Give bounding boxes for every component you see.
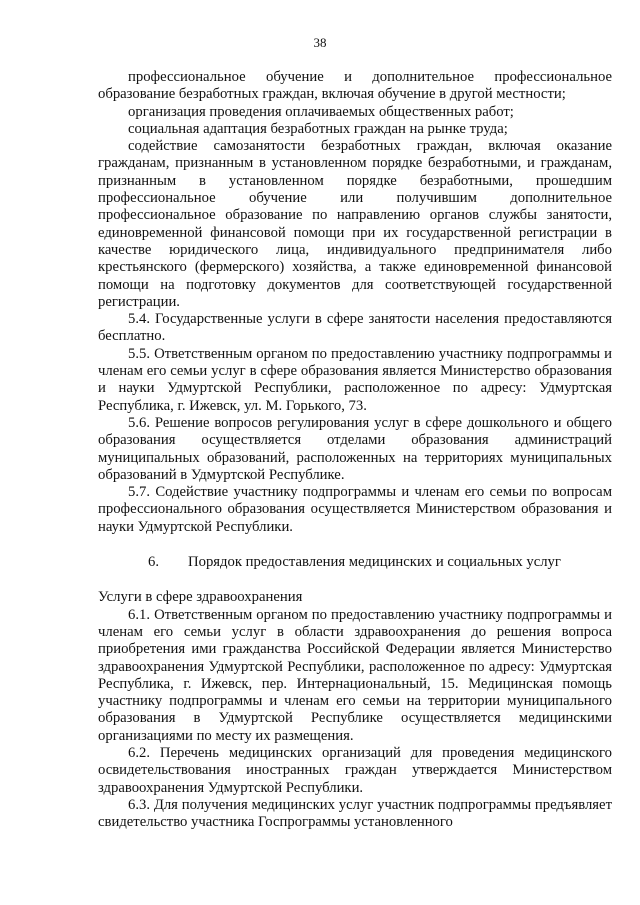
- section-gap: [98, 536, 612, 554]
- section-heading: [98, 554, 612, 571]
- section-title: Порядок предоставления медицинских и социальных услуг: [188, 554, 561, 571]
- section-number: 6.: [148, 554, 160, 571]
- paragraph-6-2: 6.2. Перечень медицинских организаций для проведения медицинского освидетельствования иностранных граждан утверждается Министерством здравоохранения Удмуртской Республики.: [98, 744, 612, 796]
- subheading-gap: [98, 571, 612, 589]
- paragraph-public-works: организация проведения оплачиваемых общественных работ;: [128, 103, 514, 120]
- paragraph-5-7: 5.7. Содействие участнику подпрограммы и членам его семьи по вопросам профессионального образования осуществляется Министерством образования и науки Удмуртской Республики.: [98, 484, 612, 535]
- paragraph-self-employment: содействие самозанятости безработных граждан, включая оказание гражданам, признанным в установленном порядке безработными, и гражданам, признанным в установленном порядке безработными, прошедшим профессиональное обучение или получившим дополнительное профессиональное образование по направлению органов службы занятости, единовременной финансовой помощи при их государственной регистрации в качестве юридического лица, индивидуального предпринимателя либо крестьянского (фермерского) хозяйства, а также единовременной финансовой помощи на подготовку документов для соответствующей государственной регистрации.: [98, 138, 612, 310]
- paragraph-6-1: 6.1. Ответственным органом по предоставлению участнику подпрограммы и членам его семьи услуг в области здравоохранения до решения вопроса приобретения ими гражданства Российской Федерации является Министерство здравоохранения Удмуртской Республики, расположенное по адресу: Удмуртская Республика, г. Ижевск, пер. Интернациональный, 15. Медицинская помощь участнику подпрограммы и членам его семьи на территории муниципального образования в Удмуртской Республике осуществляется медицинскими организациями по месту их размещения.: [98, 606, 612, 744]
- paragraph-6-3: 6.3. Для получения медицинских услуг участник подпрограммы предъявляет свидетельство участника Госпрограммы установленного: [98, 796, 612, 831]
- document-body: [98, 69, 612, 831]
- paragraph-5-6: 5.6. Решение вопросов регулирования услуг в сфере дошкольного и общего образования осуществляется отделами образования администраций муниципальных образований, расположенных на территориях муниципальных образований в Удмуртской Республике.: [98, 414, 612, 483]
- paragraph-social-adaptation: социальная адаптация безработных граждан на рынке труда;: [128, 120, 508, 137]
- paragraph-vocational-training: профессиональное обучение и дополнительное профессиональное образование безработных граждан, включая обучение в другой местности;: [98, 69, 612, 103]
- paragraph-5-5: 5.5. Ответственным органом по предоставлению участнику подпрограммы и членам его семьи услуг в сфере образования является Министерство образования и науки Удмуртской Республики, расположенное по адресу: Удмуртская Республика, г. Ижевск, ул. М. Горького, 73.: [98, 345, 612, 414]
- subheading-healthcare: Услуги в сфере здравоохранения: [98, 589, 303, 606]
- page-number: 38: [313, 35, 327, 50]
- paragraph-5-4: 5.4. Государственные услуги в сфере занятости населения предоставляются бесплатно.: [98, 311, 612, 345]
